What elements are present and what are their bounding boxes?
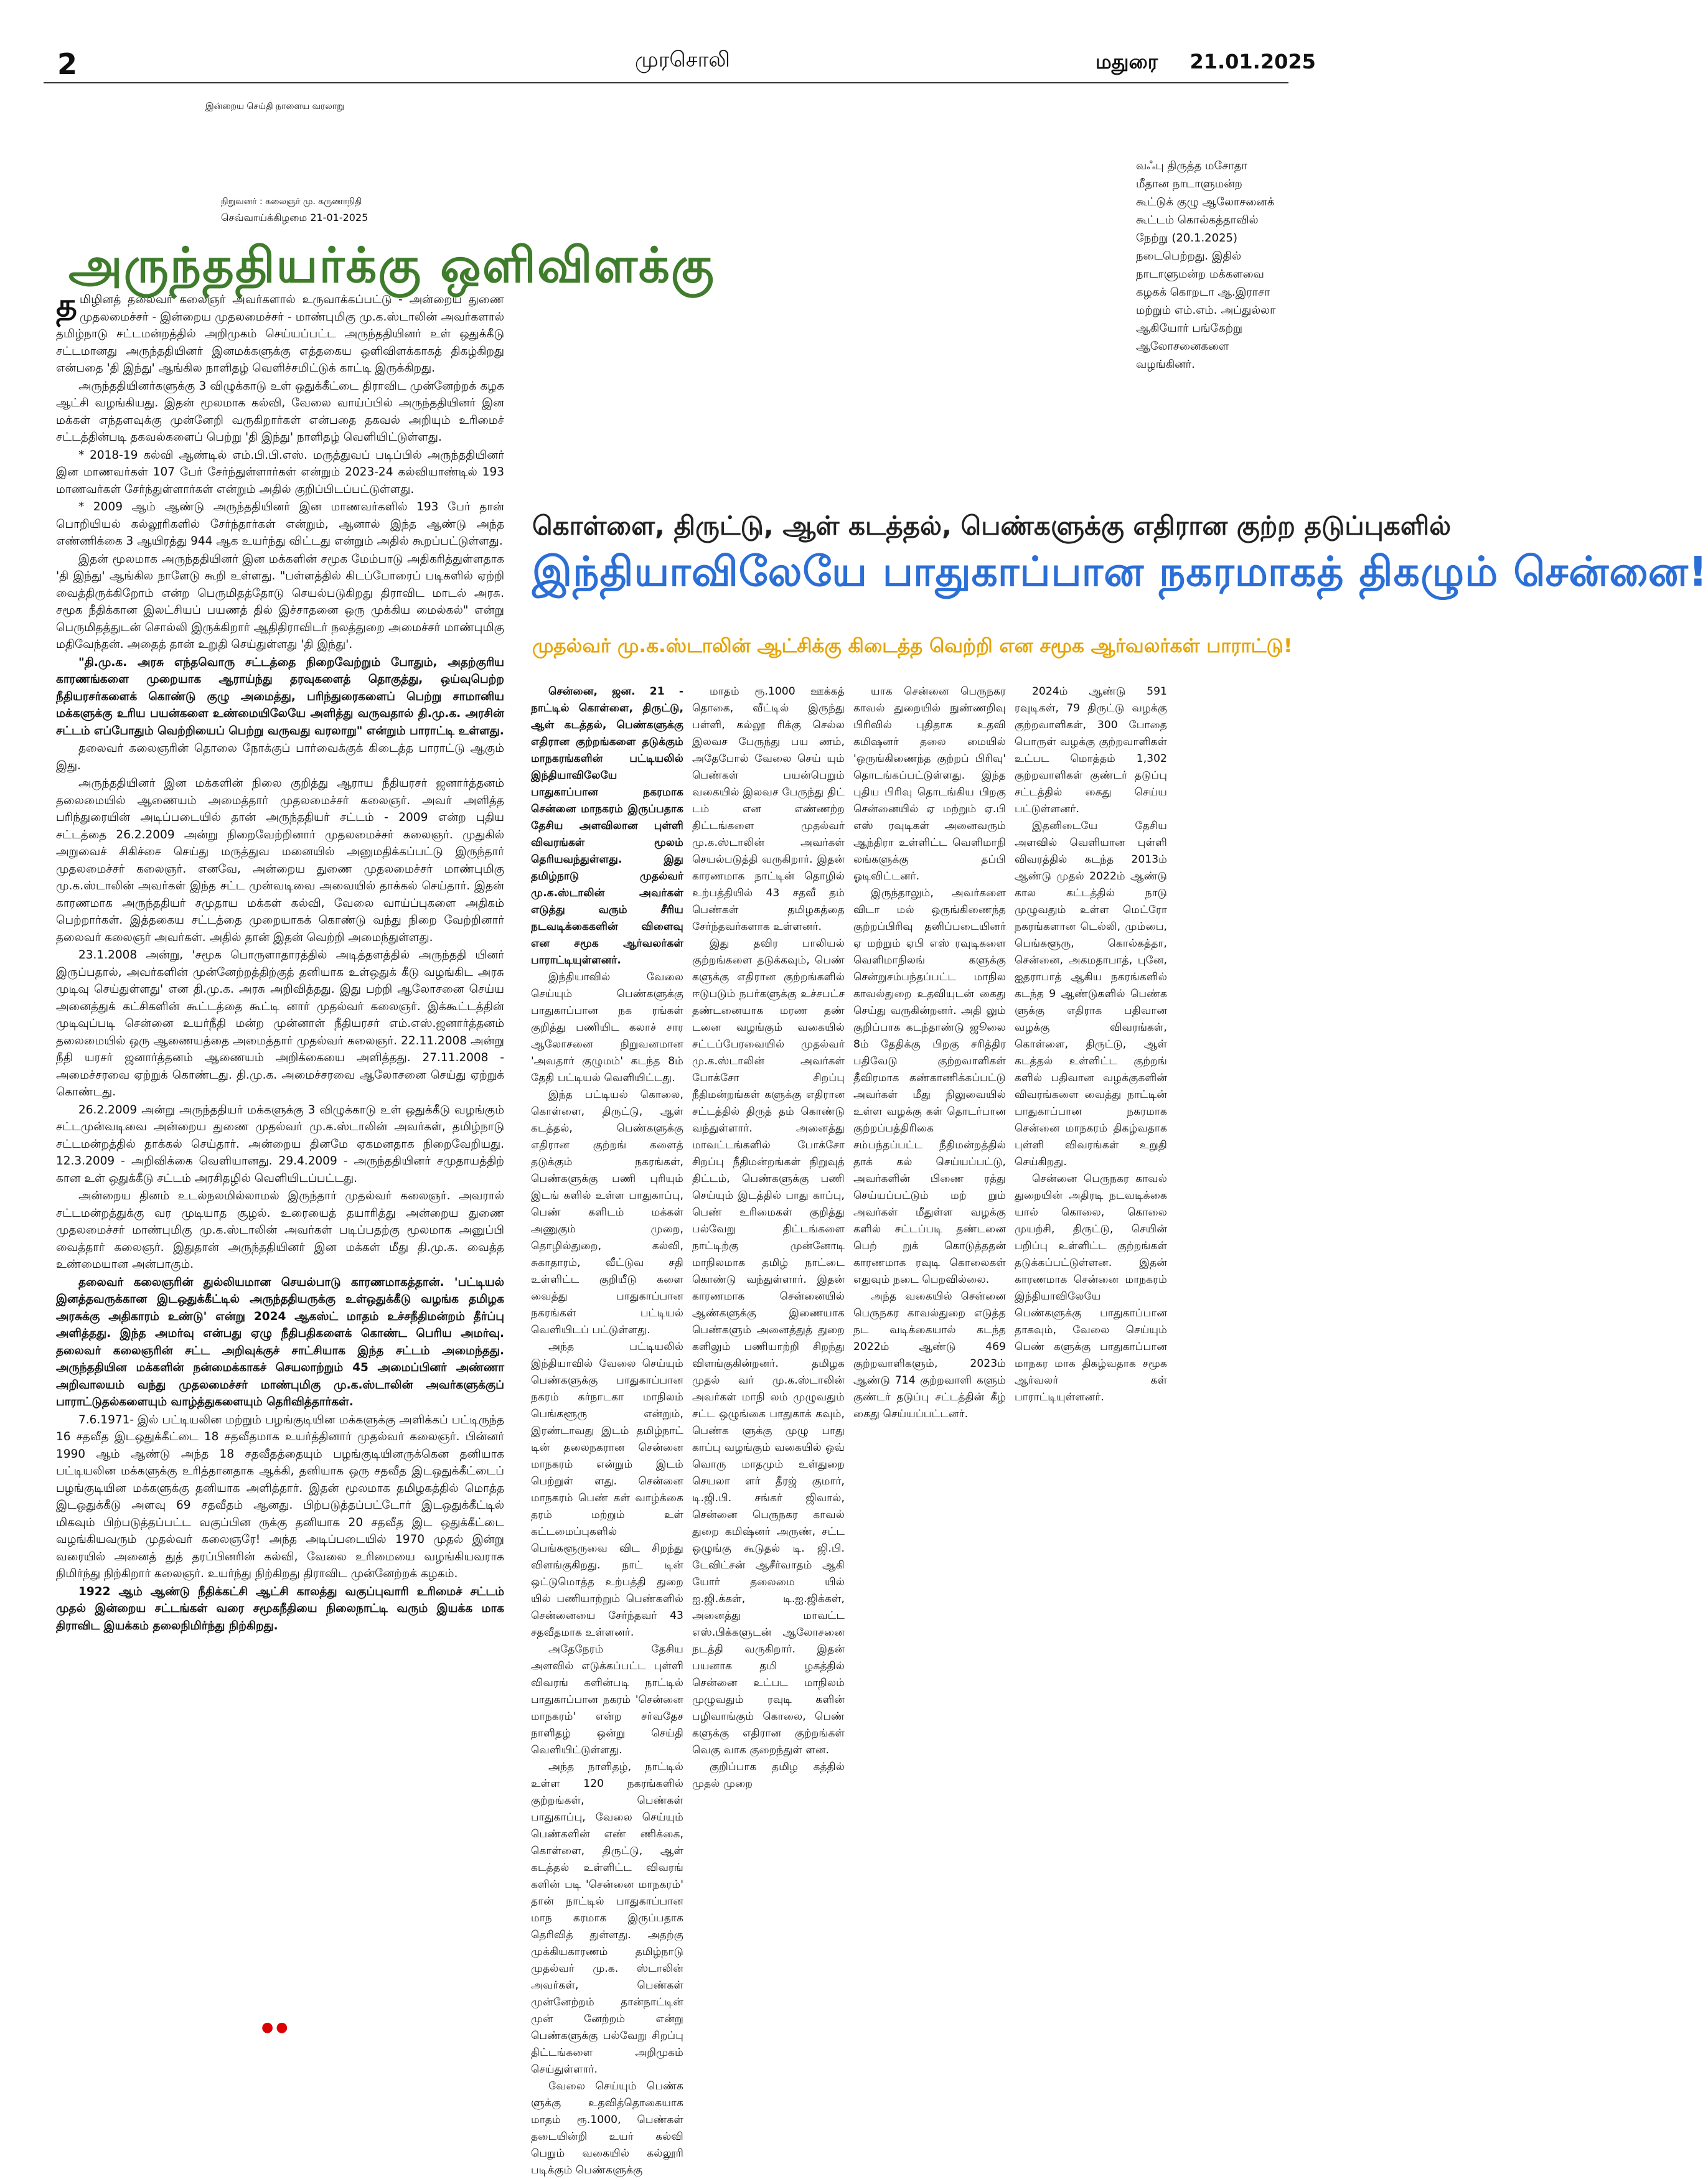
news-paragraph: அதேநேரம் தேசிய அளவில் எடுக்கப்பட்ட புள்ளி விவரங் களின்படி நாட்டில் பாதுகாப்பான நகரம் 'சென்னை மாநகரம்' என்ற சர்வதேச நாளிதழ் ஒன்று செய்தி வெளியிட்டுள்ளது.: [531, 1643, 683, 1756]
editorial-paragraph: தலைவர் கலைஞரின் தொலை நோக்குப் பார்வைக்குக் கிடைத்த பாராட்டு ஆகும் இது.: [56, 742, 504, 772]
editorial-paragraph: [56, 287, 504, 377]
editorial-paragraph: இதன் மூலமாக அருந்ததியினர் இன மக்களின் சமூக மேம்பாடு அதிகரித்துள்ளதாக 'தி இந்து' ஆங்கில நாளேடு கூறி உள்ளது. "பள்ளத்தில் கிடப்போரைப் படிகளில் ஏற்றி வைத்திருக்கிறோம் என்ற பெருமிதத்தோடு செயல்படுகிறது திராவிட மாடல் அரசு. சமூக நீதிக்கான இலட்சியப் பயணத் தில் இச்சாதனை ஒரு முக்கிய மைல்கல்" என்று பெருமிதத்துடன் சொல்லி இருக்கிறார் ஆதிதிராவிடர் நலத்துறை அமைச்சர் மாண்புமிகு மதிவேந்தன். அதைத் தான் உறுதி செய்துள்ளது 'தி இந்து'.: [56, 552, 504, 651]
editorial-paragraph-text: மிழினத் தலைவர் கலைஞர் அவர்களால் உருவாக்கப்பட்டு - அன்றைய துணை முதலமைச்சர் - இன்றைய முதலமைச்சர் - மாண்புமிகு மு.க.ஸ்டாலின் அவர்களால் தமிழ்நாடு சட்டமன்றத்தில் அறிமுகம் செய்யப்பட்ட அருந்ததியினர் உள் ஒதுக்கீடு சட்டமானது அருந்ததியினர் இனமக்களுக்கு எத்தகைய ஒளிவிளக்காகத் திகழ்கிறது என்பதை 'தி இந்து' ஆங்கில நாளிதழ் வெளிச்சமிட்டுக் காட்டி இருக்கிறது.: [56, 293, 504, 375]
editorial-title: அருந்ததியர்க்கு ஒளிவிளக்கு: [68, 238, 715, 294]
news-column-1: [531, 683, 683, 2177]
news-paragraph: இருந்தாலும், அவர்களை விடா மல் ஒருங்கிணைந்த குற்றப்பிரிவு தனிப்படையினர் ஏ மற்றும் ஏபி எஸ் ரவுடிகளை வெளிமாநிலங் களுக்கு சென்றுசம்பந்தப்பட்ட மாநில காவல்துறை உதவியுடன் கைது செய்து வருகின்றனர். அதி லும் குறிப்பாக கடந்தாண்டு ஜூலை 8ம் தேதிக்கு பிறகு சரித்திர பதிவேடு குற்றவாளிகள் தீவிரமாக கண்காணிக்கப்பட்டு அவர்கள் மீது நிலுவையில் உள்ள வழக்கு கள் தொடர்பான குற்றப்பத்திரிகை சம்பந்தப்பட்ட நீதிமன்றத்தில் தாக் கல் செய்யப்பட்டு, அவர்களின் பிணை ரத்து செய்யப்பட்டும் மற் றும் அவர்கள் மீதுள்ள வழக்கு களில் சட்டப்படி தண்டனை பெற் றுக் கொடுத்ததன் காரணமாக ரவுடி கொலைகள் எதுவும் நடை பெறவில்லை.: [853, 887, 1006, 1286]
editorial-paragraph: "தி.மு.க. அரசு எந்தவொரு சட்டத்தை நிறைவேற்றும் போதும், அதற்குரிய காரணங்களை முறையாக ஆராய்ந்து தரவுகளைத் தொகுத்து, ஒய்வுபெற்ற நீதியரசர்களைக் கொண்டு குழு அமைத்து, பரிந்துரைகளைப் பெற்று சாமானிய மக்களுக்கு உரிய பயன்களை உண்மையிலேயே அளித்து வருவதால் தி.மு.க. அரசின் சட்டம் எப்போதும் வெற்றியைப் பெற்று வருவது வரலாறு" என்றும் பாராட்டி உள்ளது.: [56, 655, 504, 738]
drop-cap: த: [56, 287, 77, 324]
editorial-body: [56, 287, 504, 2028]
editorial-slogan: இன்றைய செய்தி நாளைய வரலாறு: [205, 101, 344, 111]
news-column-4: [1015, 683, 1167, 2028]
news-paragraph: இதனிடையே தேசிய அளவில் வெளியான புள்ளி விவரத்தில் கடந்த 2013ம் ஆண்டு முதல் 2022ம் ஆண்டு கால கட்டத்தில் நாடு முழுவதும் உள்ள மெட்ரோ நகரங்களான டெல்லி, மும்பை, பெங்களூரு, கொல்கத்தா, சென்னை, அகமதாபாத், புனே, ஐதராபாத் ஆகிய நகரங்களில் கடந்த 9 ஆண்டுகளில் பெண்க ளுக்கு எதிராக பதிவான வழக்கு விவரங்கள், கொள்ளை, திருட்டு, ஆள் கடத்தல் உள்ளிட்ட குற்றங் களில் பதிவான வழக்குகளின் விவரங்களை வைத்து நாட்டின் பாதுகாப்பான நகரமாக சென்னை மாநகரம் திகழ்வதாக புள்ளி விவரங்கள் உறுதி செய்கிறது.: [1015, 820, 1167, 1168]
editorial-paragraph: அன்றைய தினம் உடல்நலமில்லாமல் இருந்தார் முதல்வர் கலைஞர். அவரால் சட்டமன்றத்துக்கு வர முடியாத சூழல். உரையைத் தயாரித்து அன்றைய துணை முதலமைச்சர் மாண்புமிகு மு.க.ஸ்டாலின் அவர்கள் படிப்பதற்கு மூலமாக அனுப்பி வைத்தார் கலைஞர். இதுதான் அருந்ததியினர் இன மக்கள் மீது தி.மு.க. வைத்த உண்மையான அன்பாகும்.: [56, 1189, 504, 1271]
news-headline: இந்தியாவிலேயே பாதுகாப்பான நகரமாகத் திகழும் சென்னை!: [532, 548, 1708, 596]
photo-caption: வஃபு திருத்த மசோதா மீதான நாடாளுமன்ற கூட்டுக் குழு ஆலோசனைக் கூட்டம் கொல்கத்தாவில் நேற்று (20.1.2025) நடைபெற்றது. இதில் நாடாளுமன்ற மக்களவை கழகக் கொறடா ஆ.இராசா மற்றும் எம்.எம். அப்துல்லா ஆகியோர் பங்கேற்று ஆலோசனைகளை வழங்கினர்.: [1136, 159, 1276, 371]
news-paragraph: அந்த வகையில் சென்னை பெருநகர காவல்துறை எடுத்த நட வடிக்கையால் கடந்த 2022ம் ஆண்டு 469 குற்றவாளிகளும், 2023ம் ஆண்டு 714 குற்றவாளி களும் குண்டர் தடுப்பு சட்டத்தின் கீழ் கைது செய்யப்பட்டனர்.: [853, 1290, 1006, 1420]
news-paragraph: இந்த பட்டியல் கொலை, கொள்ளை, திருட்டு, ஆள் கடத்தல், பெண்களுக்கு எதிரான குற்றங் களைத் தடுக்கும் நகரங்கள், பெண்களுக்கு பணி புரியும் இடங் களில் உள்ள பாதுகாப்பு, பெண் களிடம் மக்கள் அணுகும் முறை, தொழில்துறை, கல்வி, சுகாதாரம், வீட்டுவ சதி உள்ளிட்ட குறியீடு களை வைத்து பாதுகாப்பான நகரங்கள் பட்டியல் வெளியிடப் பட்டுள்ளது.: [531, 1089, 683, 1336]
news-paragraph: இது தவிர பாலியல் குற்றங்களை தடுக்கவும், பெண் களுக்கு எதிரான குற்றங்களில் ஈடுபடும் நபர்களுக்கு உச்சபட்ச தண்டனையாக மரண தண் டனை வழங்கும் வகையில் சட்டப்பேரவையில் முதல்வர் மு.க.ஸ்டாலின் அவர்கள் போக்சோ சிறப்பு நீதிமன்றங்கள் களுக்கு எதிரான சட்டத்தில் திருத் தம் கொண்டு வந்துள்ளார். அனைத்து மாவட்டங்களில் போக்சோ சிறப்பு நீதிமன்றங்கள் நிறுவுத் திட்டம், பெண்களுக்கு பணி செய்யும் இடத்தில் பாது காப்பு, பெண் உரிமைகள் குறித்து பல்வேறு திட்டங்களை நாட்டிற்கு முன்னோடி மாநிலமாக தமிழ் நாட்டை கொண்டு வந்துள்ளார். இதன் காரணமாக சென்னையில் ஆண்களுக்கு இணையாக பெண்களும் அனைத்துத் துறை களிலும் பணியாற்றி சிறந்து விளங்குகின்றனர். தமிழக முதல் வர் மு.க.ஸ்டாலின் அவர்கள் மாநி லம் முழுவதும் சட்ட ஒழுங்கை பாதுகாக் கவும், பெண்க ளுக்கு முழு பாது காப்பு வழங்கும் வகையில் ஒவ் வொரு மாதமும் உள்துறை செயலா ளர் தீரஜ் குமார், டி.ஜி.பி. சங்கர் ஜிவால், சென்னை பெருநகர காவல் துறை கமிஷ்னர் அருண், சட்ட ஒழுங்கு கூடுதல் டி. ஜி.பி. டேவிட்சன் ஆசீர்வாதம் ஆகி யோர் தலைமை யில் ஐ.ஜி.க்கள், டி.ஐ.ஜிக்கள், அனைத்து மாவட்ட எஸ்.பிக்களுடன் ஆலோசனை நடத்தி வருகிறார். இதன் பயனாக தமி ழகத்தில் சென்னை உட்பட மாநிலம் முழுவதும் ரவுடி களின் பழிவாங்கும் கொலை, பெண் களுக்கு எதிரான குற்றங்கள் வெகு வாக குறைந்துள் ளன.: [692, 937, 845, 1756]
editorial-paragraph: தலைவர் கலைஞரின் துல்லியமான செயல்பாடு காரணமாகத்தான். 'பட்டியல் இனத்தவருக்கான இடஒதுக்கீட்டில் அருந்ததியருக்கு உள்ஒதுக்கீடு வழங்க தமிழக அரசுக்கு அதிகாரம் உண்டு' என்று 2024 ஆகஸ்ட் மாதம் உச்சநீதிமன்றம் தீர்ப்பு அளித்தது. இந்த அமர்வு என்பது ஏழு நீதிபதிகளைக் கொண்ட பெரிய அமர்வு. தலைவர் கலைஞரின் சட்ட அறிவுக்குச் சாட்சியாக இந்த சட்டம் அமைந்தது. அருந்ததியின மக்களின் நன்மைக்காகச் செயலாற்றும் 45 அமைப்பினர் அண்ணா அறிவாலயம் வந்து முதலமைச்சர் மாண்புமிகு மு.க.ஸ்டாலின் அவர்களுக்குப் பாராட்டுதல்களையும் வாழ்த்துகளையும் தெரிவித்தார்கள்.: [56, 1275, 504, 1408]
news-paragraph: சென்னை பெருநகர காவல் துறையின் அதிரடி நடவடிக்கை யால் கொலை, கொலை முயற்சி, திருட்டு, செயின் பறிப்பு உள்ளிட்ட குற்றங்கள் தடுக்கப்பட்டுள்ளன. இதன் காரணமாக சென்னை மாநகரம் இந்தியாவிலேயே பெண்களுக்கு பாதுகாப்பான தாகவும், வேலை செய்யும் பெண் களுக்கு பாதுகாப்பான மாநகர மாக திகழ்வதாக சமூக ஆர்வலர் கள் பாராட்டியுள்ளனர்.: [1015, 1173, 1167, 1403]
news-column-2: [692, 683, 845, 2028]
news-paragraph: 2024ம் ஆண்டு 591 ரவுடிகள், 79 திருட்டு வழக்கு குற்றவாளிகள், 300 போதை பொருள் வழக்கு குற்றவாளிகள் உட்பட மொத்தம் 1,302 குற்றவாளிகள் குண்டர் தடுப்பு சட்டத்தில் கைது செய்ய பட்டுள்ளனர்.: [1015, 685, 1167, 815]
news-paragraph: வேலை செய்யும் பெண்க ளுக்கு உதவித்தொகையாக மாதம் ரூ.1000, பெண்கள் தடையின்றி உயர் கல்வி பெறும் வகையில் கல்லூரி படிக்கும் பெண்களுக்கு: [531, 2080, 683, 2177]
news-kicker: கொள்ளை, திருட்டு, ஆள் கடத்தல், பெண்களுக்கு எதிரான குற்ற தடுப்புகளில்: [532, 510, 1452, 541]
news-paragraph: அந்த நாளிதழ், நாட்டில் உள்ள 120 நகரங்களில் குற்றங்கள், பெண்கள் பாதுகாப்பு, வேலை செய்யும் பெண்களின் எண் ணிக்கை, கொள்ளை, திருட்டு, ஆள் கடத்தல் உள்ளிட்ட விவரங் களின் படி 'சென்னை மாநகரம்' தான் நாட்டில் பாதுகாப்பான மாந கரமாக இருப்பதாக தெரிவித் துள்ளது. அதற்கு முக்கியகாரணம் தமிழ்நாடு முதல்வர் மு.க. ஸ்டாலின் அவர்கள், பெண்கள் முன்னேற்றம் தான்நாட்டின் முன் னேற்றம் என்று பெண்களுக்கு பல்வேறு சிறப்பு திட்டங்களை அறிமுகம் செய்துள்ளார்.: [531, 1761, 683, 2076]
news-paragraph: குறிப்பாக தமிழ கத்தில் முதல் முறை: [692, 1761, 845, 1790]
news-paragraph: அந்த பட்டியலில் இந்தியாவில் வேலை செய்யும் பெண்களுக்கு பாதுகாப்பான நகரம் கர்நாடகா மாநிலம் பெங்களூரு என்றும், இரண்டாவது இடம் தமிழ்நாட் டின் தலைநகரான சென்னை மாநகரம் என்றும் இடம் பெற்றுள் ளது. சென்னை மாநகரம் பெண் கள் வாழ்க்கை தரம் மற்றும் உள் கட்டமைப்புகளில் பெங்களூருவை விட சிறந்து விளங்குகிறது. நாட் டின் ஒட்டுமொத்த உற்பத்தி துறை யில் பணியாற்றும் பெண்களில் சென்னையை சேர்ந்தவர் 43 சதவீதமாக உள்ளனர்.: [531, 1341, 683, 1639]
news-paragraph: இந்தியாவில் வேலை செய்யும் பெண்களுக்கு பாதுகாப்பான நக ரங்கள் குறித்து பணியிட கலாச் சார ஆலோசனை நிறுவனமான 'அவதார் குழுமம்' கடந்த 8ம் தேதி பட்டியல் வெளியிட்டது.: [531, 971, 683, 1084]
news-paragraph: மாதம் ரூ.1000 ஊக்கத் தொகை, வீட்டில் இருந்து பள்ளி, கல்லூ ரிக்கு செல்ல இலவச பேருந்து பய ணம், அதேபோல் வேலை செய் யும் பெண்கள் பயன்பெறும் வகையில் இலவச பேருந்து திட் டம் என எண்ணற்ற திட்டங்களை முதல்வர் மு.க.ஸ்டாலின் அவர்கள் செயல்படுத்தி வருகிறார். இதன் காரணமாக நாட்டின் தொழில் உற்பத்தியில் 43 சதவீ தம் பெண்கள் தமிழகத்தை சேர்ந்தவர்களாக உள்ளனர்.: [692, 685, 845, 933]
editorial-paragraph: அருந்ததியினர்களுக்கு 3 விழுக்காடு உள் ஒதுக்கீட்டை திராவிட முன்னேற்றக் கழக ஆட்சி வழங்கியது. இதன் மூலமாக கல்வி, வேலை வாய்ப்பில் அருந்ததியினர் இன மக்கள் எந்தளவுக்கு முன்னேறி வருகிறார்கள் என்பதை தகவல் அறியும் உரிமைச் சட்டத்தின்படி தகவல்களைப் பெற்று 'தி இந்து' நாளிதழ் வெளியிட்டுள்ளது.: [56, 379, 504, 444]
editorial-paragraph: 23.1.2008 அன்று, 'சமூக பொருளாதாரத்தில் அடித்தளத்தில் அருந்ததி யினர் இருப்பதால், அவர்களின் முன்னேற்றத்திற்குத் தனியாக உள்ஒதுக் கீடு வழங்கிட அரசு முடிவு செய்துள்ளது' என தி.மு.க. அரசு அறிவித்தது. இது பற்றி ஆலோசனை செய்ய அனைத்துக் கட்சிகளின் கூட்டத்தை கூட்டி னார் முதல்வர் கலைஞர். இக்கூட்டத்தின் முடிவுப்படி சென்னை உயர்நீதி மன்ற முன்னாள் நீதியரசர் எம்.எஸ்.ஜனார்த்தனம் தலைமையில் ஒரு ஆணையத்தை அமைத்தார் முதல்வர் கலைஞர். 22.11.2008 அன்று நீதி யரசர் ஜனார்த்தனம் ஆணையம் அறிக்கையை அளித்தது. 27.11.2008 - அமைச்சரவை ஏற்றுக் கொண்டது. தி.மு.க. அமைச்சரவை ஆலோசனை செய்து ஏற்றுக் கொண்டது.: [56, 949, 504, 1099]
news-subhead: முதல்வர் மு.க.ஸ்டாலின் ஆட்சிக்கு கிடைத்த வெற்றி என சமூக ஆர்வலர்கள் பாராட்டு!: [532, 635, 1293, 657]
edition-date: மதுரை 21.01.2025: [1096, 50, 1316, 73]
editorial-paragraph: 7.6.1971- இல் பட்டியலின மற்றும் பழங்குடியின மக்களுக்கு அளிக்கப் பட்டிருந்த 16 சதவீத இடஒதுக்கீட்டை 18 சதவீதமாக உயர்த்தினார் முதல்வர் கலைஞர். பின்னர் 1990 ஆம் ஆண்டு அந்த 18 சதவீதத்தையும் பழங்குடியினருக்கென தனியாக பட்டியலின மக்களுக்கு உரித்தானதாக ஆக்கி, தனியாக ஒரு சதவீத இடஒதுக்கீட்டைப் பழங்குடியின மக்களுக்கு தனியாக அளித்தார். இதன் மூலமாக தமிழகத்தில் மொத்த இடஒதுக்கீடு அளவு 69 சதவீதம் ஆனது. பிற்படுத்தப்பட்டோர் இடஒதுக்கீட்டில் மிகவும் பிற்படுத்தப்பட்ட வகுப்பின ருக்கு தனியாக 20 சதவீத இட ஒதுக்கீட்டை வழங்கியவரும் முதல்வர் கலைஞரே! அந்த அடிப்படையில் 1970 முதல் இன்று வரையில் அனைத் துத் தரப்பினரின் கல்வி, வேலை உரிமையை வழங்கியவராக நிமிர்ந்து நிற்கிறார் கலைஞர். உயர்ந்து நிற்கிறது திராவிட முன்னேற்றக் கழகம்.: [56, 1413, 504, 1580]
editorial-date: செவ்வாய்க்கிழமை 21-01-2025: [221, 212, 368, 223]
news-paragraph: யாக சென்னை பெருநகர காவல் துறையில் நுண்ணறிவு பிரிவில் புதிதாக உதவி கமிஷனர் தலை மையில் 'ஒருங்கிணைந்த குற்றப் பிரிவு' தொடங்கப்பட்டுள்ளது. இந்த புதிய பிரிவு தொடங்கிய பிறகு சென்னையில் ஏ மற்றும் ஏ.பி எஸ் ரவுடிகள் அனைவரும் ஆந்திரா உள்ளிட்ட வெளிமாநி லங்களுக்கு தப்பி ஓடிவிட்டனர்.: [853, 685, 1006, 883]
newspaper-masthead: முரசொலி: [635, 47, 730, 72]
editorial-paragraph: * 2018-19 கல்வி ஆண்டில் எம்.பி.பி.எஸ். மருத்துவப் படிப்பில் அருந்ததியினர் இன மாணவர்கள் 107 பேர் சேர்ந்துள்ளார்கள் என்றும் 2023-24 கல்வியாண்டில் 193 மாணவர்கள் சேர்ந்துள்ளார்கள் என்றும் அதில் குறிப்பிடப்பட்டுள்ளது.: [56, 448, 504, 496]
editorial-paragraph: * 2009 ஆம் ஆண்டு அருந்ததியினர் இன மாணவர்களில் 193 பேர் தான் பொறியியல் கல்லூரிகளில் சேர்ந்தார்கள் என்றும், ஆனால் இந்த ஆண்டு அந்த எண்ணிக்கை 3 ஆயிரத்து 944 ஆக உயர்ந்து விட்டது என்றும் அதில் கூறப்பட்டுள்ளது.: [56, 500, 504, 548]
editorial-paragraph: அருந்ததியினர் இன மக்களின் நிலை குறித்து ஆராய நீதியரசர் ஜனார்த்தனம் தலைமையில் ஆணையம் அமைத்தார் முதலமைச்சர் கலைஞர். அவர் அளித்த பரிந்துரையின் அடிப்படையில் தான் அருந்ததியர் சட்டம் - 2009 என்ற புதிய சட்டத்தை 26.2.2009 அன்று நிறைவேற்றினார் முதலமைச்சர் கலைஞர். முதுகில் அறுவைச் சிகிச்சை செய்து மருத்துவ மனையில் அனுமதிக்கப்பட்டு இருந்தார் முதலமைச்சர் கலைஞர். எனவே, அன்றைய துணை முதலமைச்சர் மாண்புமிகு மு.க.ஸ்டாலின் அவர்கள் இந்த சட்ட முன்வடிவை அவையில் தாக்கல் செய்தார். இதன் காரணமாக அருந்ததியர் சமுதாய மக்கள் கல்வி, வேலை வாய்ப்புகளை அதிகம் பெற்றார்கள். இத்தகைய சட்டத்தை முறையாகக் கொண்டு வந்து நிறை வேற்றினார் தலைவர் கலைஞர் அவர்கள். அதில் தான் இதன் வெற்றி அமைந்துள்ளது.: [56, 777, 504, 944]
news-paragraph: சென்னை, ஜன. 21 - நாட்டில் கொள்ளை, திருட்டு, ஆள் கடத்தல், பெண்களுக்கு எதிரான குற்றங்களை தடுக்கும் மாநகரங்களின் பட்டியலில் இந்தியாவிலேயே பாதுகாப்பான நகரமாக சென்னை மாநகரம் இருப்பதாக தேசிய அளவிலான புள்ளி விவரங்கள் மூலம் தெரியவந்துள்ளது. இது தமிழ்நாடு முதல்வர் மு.க.ஸ்டாலின் அவர்கள் எடுத்து வரும் சீரிய நடவடிக்கைகளின் விளைவு என சமூக ஆர்வலர்கள் பாராட்டியுள்ளனர்.: [531, 685, 683, 967]
editorial-paragraph: 1922 ஆம் ஆண்டு நீதிக்கட்சி ஆட்சி காலத்து வகுப்புவாரி உரிமைச் சட்டம் முதல் இன்றைய சட்டங்கள் வரை சமூகநீதியை நிலைநாட்டி வரும் இயக்க மாக திராவிட இயக்கம் தலைநிமிர்ந்து நிற்கிறது.: [56, 1585, 504, 1633]
page-number: 2: [57, 47, 78, 81]
news-column-3: [853, 683, 1006, 2028]
editorial-founder: நிறுவனர் : கலைஞர் மு. கருணாநிதி: [221, 197, 362, 207]
end-mark: ●●: [261, 2020, 291, 2035]
editorial-paragraph: 26.2.2009 அன்று அருந்ததியர் மக்களுக்கு 3 விழுக்காடு உள் ஒதுக்கீடு வழங்கும் சட்டமுன்வடிவை அன்றைய துணை முதல்வர் மு.க.ஸ்டாலின் அவர்கள், தமிழ்நாடு சட்டமன்றத்தில் தாக்கல் செய்தார். அன்றைய தினமே ஏகமனதாக நிறைவேறியது. 12.3.2009 - அறிவிக்கை வெளியானது. 29.4.2009 - அருந்ததியினர் சமுதாயத்திற் கான உள் ஒதுக்கீடு சட்டம் அரசிதழில் வெளியிடப்பட்டது.: [56, 1103, 504, 1185]
header-rule: [44, 82, 1288, 83]
